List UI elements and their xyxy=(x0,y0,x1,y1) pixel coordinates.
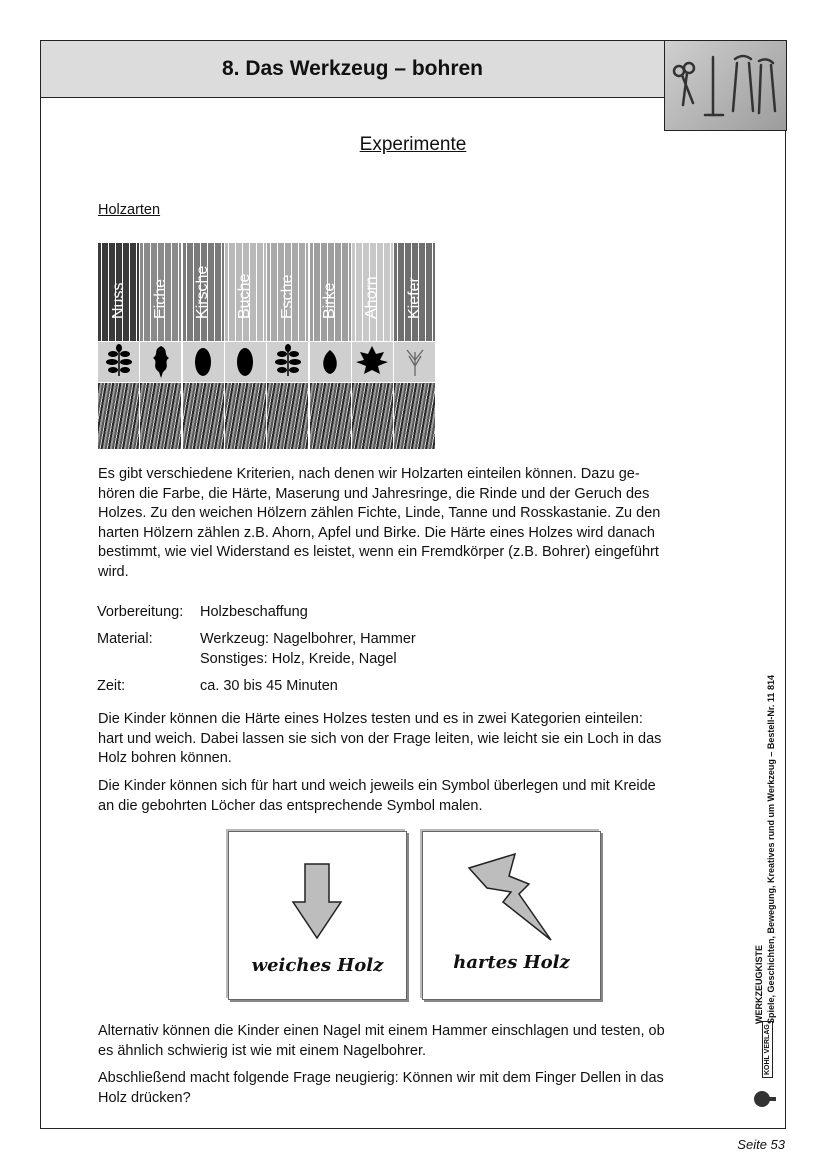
wood-column-buche xyxy=(225,243,266,449)
subtitle: Experimente xyxy=(359,134,467,155)
text-line: Holz drücken? xyxy=(98,1089,191,1106)
text-line: wird. xyxy=(98,563,129,580)
leaf-cell xyxy=(394,342,435,382)
time-value: ca. 30 bis 45 Minuten xyxy=(200,678,338,694)
wood-name-label: Nuss xyxy=(109,282,127,319)
text-line: bestimmt, wie viel Widerstand es leistet, wenn ein Fremdkörper (z.B. Bohrer) eingeführt xyxy=(98,544,659,560)
leaf-icon xyxy=(225,342,265,382)
bark-sample xyxy=(267,383,308,449)
material-value-1: Werkzeug: Nagelbohrer, Hammer xyxy=(200,631,416,647)
hard-wood-label: hartes Holz xyxy=(453,952,570,973)
tools-illustration xyxy=(665,41,785,129)
section-heading: Holzarten xyxy=(98,202,161,218)
text-line: Abschließend macht folgende Frage neugierig: Können wir mit dem Finger Dellen in das xyxy=(98,1070,664,1086)
wood-column-eiche xyxy=(140,243,181,449)
wood-sample xyxy=(98,243,139,341)
bark-sample xyxy=(310,383,351,449)
bark-sample xyxy=(183,383,224,449)
leaf-cell xyxy=(267,342,308,382)
wood-sample xyxy=(394,243,435,341)
wood-sample xyxy=(310,243,351,341)
leaf-cell xyxy=(98,342,139,382)
leaf-icon xyxy=(310,342,350,382)
text-line: Alternativ können die Kinder einen Nagel mit einem Hammer einschlagen und testen, ob xyxy=(98,1023,665,1039)
text-line: Die Kinder können die Härte eines Holzes testen und es in zwei Kategorien einteilen: xyxy=(98,711,643,727)
bark-sample xyxy=(140,383,181,449)
wood-column-kirsche xyxy=(183,243,224,449)
wood-name-label: Kirsche xyxy=(194,265,212,319)
leaf-icon xyxy=(183,342,223,382)
lightning-icon xyxy=(423,832,600,952)
wood-column-esche xyxy=(267,243,308,449)
wood-column-kiefer xyxy=(394,243,435,449)
wood-name-label: Birke xyxy=(321,282,338,319)
material-label: Material: xyxy=(97,631,153,647)
wood-column-nuss xyxy=(98,243,139,449)
title-bar xyxy=(40,40,665,98)
time-label: Zeit: xyxy=(97,678,126,694)
leaf-cell xyxy=(140,342,181,382)
test-paragraph xyxy=(98,710,723,769)
series-title: WERKZEUGKISTE xyxy=(754,944,764,1024)
leaf-cell xyxy=(310,342,351,382)
intro-paragraph xyxy=(98,465,723,582)
tools-photo xyxy=(664,40,787,131)
leaf-icon xyxy=(141,342,181,382)
bark-sample xyxy=(394,383,435,449)
hard-wood-card xyxy=(422,831,601,1000)
wood-name-label: Esche xyxy=(278,274,296,319)
soft-wood-label: weiches Holz xyxy=(251,955,384,976)
series-subtitle: Spiele, Geschichten, Bewegung, Kreatives rund um Werkzeug – Bestell-Nr. 11 814 xyxy=(766,675,776,1024)
leaf-cell xyxy=(352,342,393,382)
publisher-name: KOHL VERLAG xyxy=(762,1021,773,1078)
text-line: Die Kinder können sich für hart und weich jeweils ein Symbol überlegen und mit Kreide xyxy=(98,778,656,794)
closing-paragraph xyxy=(98,1069,723,1108)
leaf-icon xyxy=(395,342,435,382)
leaf-cell xyxy=(183,342,224,382)
bark-sample xyxy=(352,383,393,449)
wood-types-grid xyxy=(98,243,435,449)
text-line: harten Hölzern zählen z.B. Ahorn, Apfel und Birke. Die Härte eines Holzes wird danach xyxy=(98,524,655,541)
text-line: hören die Farbe, die Härte, Maserung und Jahresringe, die Rinde und der Geruch des xyxy=(98,485,650,502)
wood-name-label: Kiefer xyxy=(405,277,423,319)
prep-label: Vorbereitung: xyxy=(97,604,184,620)
text-line: Holz bohren können. xyxy=(98,750,232,766)
publisher-logo xyxy=(752,1082,782,1112)
leaf-icon xyxy=(352,342,392,382)
leaf-icon xyxy=(268,342,308,382)
bark-sample xyxy=(98,383,139,449)
text-line: hart und weich. Dabei lassen sie sich von der Frage leiten, wie leicht sie ein Loch in das xyxy=(98,730,662,747)
wood-sample xyxy=(267,243,308,341)
text-line: Es gibt verschiedene Kriterien, nach denen wir Holzarten einteilen können. Dazu ge- xyxy=(98,466,640,482)
wood-column-ahorn xyxy=(352,243,393,449)
wood-name-label: Eiche xyxy=(151,278,169,319)
leaf-cell xyxy=(225,342,266,382)
text-line: an die gebohrten Löcher das entsprechende Symbol malen. xyxy=(98,797,483,814)
leaf-icon xyxy=(99,342,139,382)
wood-sample xyxy=(140,243,181,341)
material-value-2: Sonstiges: Holz, Kreide, Nagel xyxy=(200,651,397,667)
text-line: Holzes. Zu den weichen Hölzern zählen Fichte, Linde, Tanne und Rosskastanie. Zu den xyxy=(98,505,661,521)
wood-name-label: Buche xyxy=(236,273,254,319)
page-title: 8. Das Werkzeug – bohren xyxy=(221,57,484,80)
page-number: Seite 53 xyxy=(737,1137,785,1152)
publisher-sidebar xyxy=(752,652,782,1112)
wood-sample xyxy=(352,243,393,341)
alternative-paragraph xyxy=(98,1022,723,1061)
text-line: es ähnlich schwierig ist wie mit einem Nagelbohrer. xyxy=(98,1042,427,1059)
prep-value: Holzbeschaffung xyxy=(200,604,308,620)
down-arrow-icon xyxy=(229,832,406,952)
symbol-paragraph xyxy=(98,777,723,816)
wood-sample xyxy=(183,243,224,341)
tree-icon xyxy=(752,1086,778,1112)
bark-sample xyxy=(225,383,266,449)
wood-sample xyxy=(225,243,266,341)
wood-name-label: Ahorn xyxy=(363,276,381,319)
wood-column-birke xyxy=(310,243,351,449)
soft-wood-card xyxy=(228,831,407,1000)
